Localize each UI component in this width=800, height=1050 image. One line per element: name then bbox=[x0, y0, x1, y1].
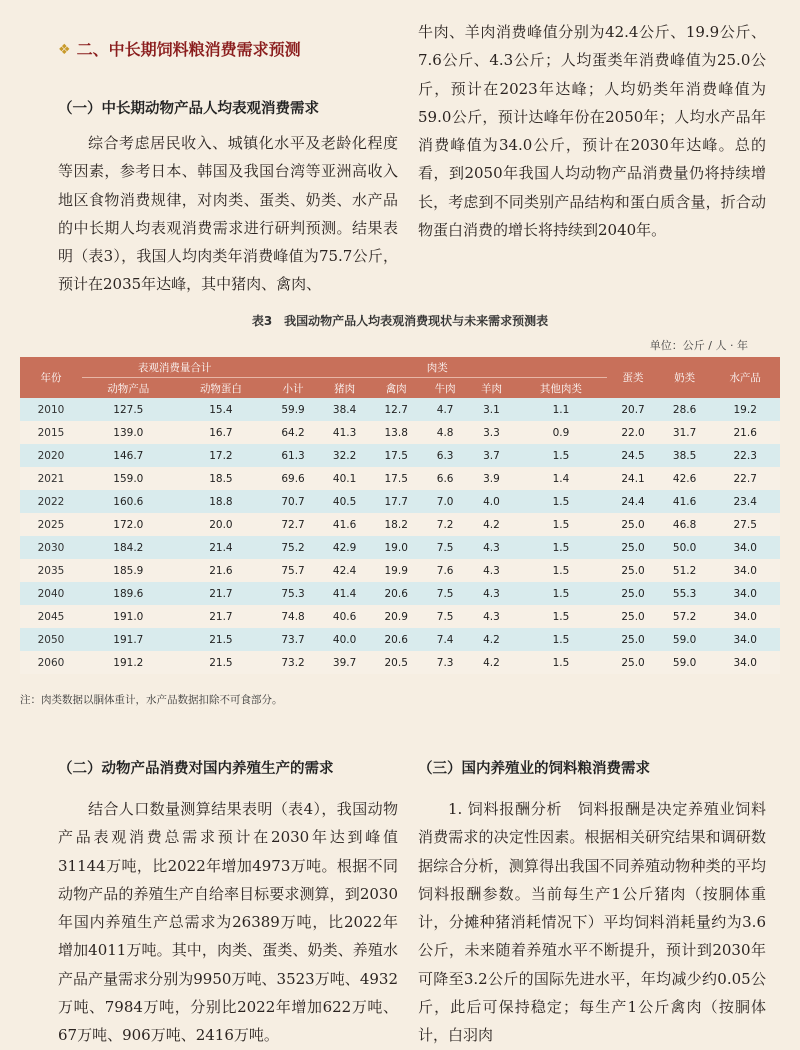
col-animal-products: 动物产品 bbox=[82, 378, 175, 399]
subsection-3-title: （三）国内养殖业的饲料粮消费需求 bbox=[418, 761, 650, 777]
table-cell: 73.2 bbox=[267, 651, 319, 674]
table-cell: 40.5 bbox=[319, 490, 371, 513]
table-cell: 4.3 bbox=[468, 559, 514, 582]
table-row bbox=[20, 536, 780, 559]
table-cell: 42.9 bbox=[319, 536, 371, 559]
table-cell: 4.3 bbox=[468, 582, 514, 605]
col-group-meat: 肉类 bbox=[267, 357, 607, 378]
table-cell: 50.0 bbox=[659, 536, 711, 559]
table-cell: 57.2 bbox=[659, 605, 711, 628]
table-cell: 34.0 bbox=[710, 536, 780, 559]
table-title: 表3 我国动物产品人均表观消费现状与未来需求预测表 bbox=[251, 314, 549, 328]
col-beef: 牛肉 bbox=[422, 378, 468, 399]
table-cell: 21.5 bbox=[175, 628, 268, 651]
table-cell: 7.3 bbox=[422, 651, 468, 674]
table-cell: 3.7 bbox=[468, 444, 514, 467]
subsection-1-continuation: 牛肉、羊肉消费峰值分别为42.4公斤、19.9公斤、7.6公斤、4.3公斤；人均蛋类年消费峰值为25.0公斤，预计在2023年达峰；人均奶类年消费峰值为59.0公斤，预计达峰年份在2050年；人均水产品年消费峰值为34.0公斤，预计在2030年达峰。总的看，到2050年我国人均动物产品消费量仍将持续增长，考虑到不同类别产品结构和蛋白质含量，折合动物蛋白消费的增长将持续到2040年。 bbox=[418, 23, 766, 240]
table-row bbox=[20, 582, 780, 605]
table-cell: 17.2 bbox=[175, 444, 268, 467]
table-cell: 21.7 bbox=[175, 582, 268, 605]
table-cell: 12.7 bbox=[370, 398, 422, 421]
subsection-1-title: （一）中长期动物产品人均表观消费需求 bbox=[58, 101, 319, 117]
table-cell: 51.2 bbox=[659, 559, 711, 582]
table-cell: 7.6 bbox=[422, 559, 468, 582]
table-cell: 0.9 bbox=[515, 421, 608, 444]
table-cell: 20.5 bbox=[370, 651, 422, 674]
col-animal-protein: 动物蛋白 bbox=[175, 378, 268, 399]
table-cell: 1.5 bbox=[515, 536, 608, 559]
table-cell: 7.0 bbox=[422, 490, 468, 513]
table-cell: 21.7 bbox=[175, 605, 268, 628]
table-cell: 4.3 bbox=[468, 536, 514, 559]
table-cell: 19.9 bbox=[370, 559, 422, 582]
table-cell: 2030 bbox=[20, 536, 82, 559]
left-column-bottom bbox=[58, 757, 398, 1050]
col-mutton: 羊肉 bbox=[468, 378, 514, 399]
table-cell: 55.3 bbox=[659, 582, 711, 605]
table-cell: 7.5 bbox=[422, 605, 468, 628]
table-cell: 1.5 bbox=[515, 651, 608, 674]
table-cell: 7.4 bbox=[422, 628, 468, 651]
table-cell: 42.4 bbox=[319, 559, 371, 582]
table-cell: 191.7 bbox=[82, 628, 175, 651]
table-cell: 1.5 bbox=[515, 582, 608, 605]
diamond-icon: ❖ bbox=[58, 42, 71, 58]
col-other-meat: 其他肉类 bbox=[515, 378, 608, 399]
table-unit: 单位：公斤 / 人 · 年 bbox=[649, 339, 748, 352]
table-cell: 185.9 bbox=[82, 559, 175, 582]
table-cell: 4.7 bbox=[422, 398, 468, 421]
table-cell: 16.7 bbox=[175, 421, 268, 444]
table-cell: 21.6 bbox=[175, 559, 268, 582]
table-cell: 24.5 bbox=[607, 444, 659, 467]
subsection-3-paragraph: 1. 饲料报酬分析 饲料报酬是决定养殖业饲料消费需求的决定性因素。根据相关研究结果和调研数据综合分析，测算得出我国不同养殖动物种类的平均饲料报酬参数。当前每生产1公斤猪肉（按胴体重计，分摊种猪消耗情况下）平均饲料消耗量约为3.6公斤，未来随着养殖水平不断提升，预计到2030年可降至3.2公斤的国际先进水平，年均减少约0.05公斤，此后可保持稳定；每生产1公斤禽肉（按胴体计，白羽肉 bbox=[418, 800, 766, 1045]
table-cell: 127.5 bbox=[82, 398, 175, 421]
table-cell: 64.2 bbox=[267, 421, 319, 444]
table-cell: 40.6 bbox=[319, 605, 371, 628]
table-cell: 25.0 bbox=[607, 559, 659, 582]
table-cell: 4.2 bbox=[468, 651, 514, 674]
table-cell: 70.7 bbox=[267, 490, 319, 513]
table-cell: 19.0 bbox=[370, 536, 422, 559]
table-cell: 59.9 bbox=[267, 398, 319, 421]
table-cell: 41.4 bbox=[319, 582, 371, 605]
table-cell: 21.5 bbox=[175, 651, 268, 674]
table-cell: 40.1 bbox=[319, 467, 371, 490]
table-row bbox=[20, 421, 780, 444]
table-cell: 2060 bbox=[20, 651, 82, 674]
table-row bbox=[20, 513, 780, 536]
table-row bbox=[20, 628, 780, 651]
table-cell: 139.0 bbox=[82, 421, 175, 444]
table-cell: 22.3 bbox=[710, 444, 780, 467]
col-poultry: 禽肉 bbox=[370, 378, 422, 399]
table-cell: 74.8 bbox=[267, 605, 319, 628]
table-cell: 41.3 bbox=[319, 421, 371, 444]
table-cell: 4.8 bbox=[422, 421, 468, 444]
table-cell: 2021 bbox=[20, 467, 82, 490]
table-row bbox=[20, 398, 780, 421]
table-cell: 2025 bbox=[20, 513, 82, 536]
table-cell: 28.6 bbox=[659, 398, 711, 421]
table-cell: 25.0 bbox=[607, 651, 659, 674]
table-cell: 17.7 bbox=[370, 490, 422, 513]
table-cell: 146.7 bbox=[82, 444, 175, 467]
table-cell: 189.6 bbox=[82, 582, 175, 605]
table-cell: 34.0 bbox=[710, 651, 780, 674]
table-cell: 20.7 bbox=[607, 398, 659, 421]
table-cell: 160.6 bbox=[82, 490, 175, 513]
table-note: 注：肉类数据以胴体重计，水产品数据扣除不可食部分。 bbox=[20, 694, 283, 706]
table-cell: 2015 bbox=[20, 421, 82, 444]
table-cell: 31.7 bbox=[659, 421, 711, 444]
table-cell: 75.3 bbox=[267, 582, 319, 605]
table-cell: 21.6 bbox=[710, 421, 780, 444]
table-cell: 2050 bbox=[20, 628, 82, 651]
table-cell: 2035 bbox=[20, 559, 82, 582]
right-column-top bbox=[418, 18, 766, 244]
table-cell: 1.5 bbox=[515, 444, 608, 467]
table-row bbox=[20, 559, 780, 582]
col-aquatic: 水产品 bbox=[710, 357, 780, 398]
table-cell: 75.2 bbox=[267, 536, 319, 559]
right-column-bottom bbox=[418, 757, 766, 1050]
subsection-2-title: （二）动物产品消费对国内养殖生产的需求 bbox=[58, 761, 334, 777]
table-cell: 24.4 bbox=[607, 490, 659, 513]
table-cell: 2020 bbox=[20, 444, 82, 467]
table-row bbox=[20, 605, 780, 628]
table-cell: 6.3 bbox=[422, 444, 468, 467]
table-cell: 7.5 bbox=[422, 582, 468, 605]
subsection-2-paragraph: 结合人口数量测算结果表明（表4），我国动物产品表观消费总需求预计在2030年达到峰值31144万吨，比2022年增加4973万吨。根据不同动物产品的养殖生产自给率目标要求测算，到2030年国内养殖生产总需求为26389万吨，比2022年增加4011万吨。其中，肉类、蛋类、奶类、养殖水产品产量需求分别为9950万吨、3523万吨、4932万吨、7984万吨，分别比2022年增加622万吨、67万吨、906万吨、2416万吨。 bbox=[58, 800, 398, 1045]
table-cell: 59.0 bbox=[659, 628, 711, 651]
table-cell: 1.5 bbox=[515, 490, 608, 513]
table-cell: 20.6 bbox=[370, 628, 422, 651]
table-cell: 27.5 bbox=[710, 513, 780, 536]
table-row bbox=[20, 444, 780, 467]
table-cell: 7.5 bbox=[422, 536, 468, 559]
table-cell: 24.1 bbox=[607, 467, 659, 490]
table-cell: 18.5 bbox=[175, 467, 268, 490]
table-cell: 34.0 bbox=[710, 605, 780, 628]
forecast-table bbox=[20, 357, 780, 674]
table-cell: 1.4 bbox=[515, 467, 608, 490]
table-cell: 38.4 bbox=[319, 398, 371, 421]
table-cell: 1.5 bbox=[515, 628, 608, 651]
table-cell: 2040 bbox=[20, 582, 82, 605]
table-cell: 1.5 bbox=[515, 513, 608, 536]
table-cell: 191.0 bbox=[82, 605, 175, 628]
table-cell: 38.5 bbox=[659, 444, 711, 467]
table-cell: 22.0 bbox=[607, 421, 659, 444]
col-year: 年份 bbox=[20, 357, 82, 398]
table-row bbox=[20, 490, 780, 513]
table-row bbox=[20, 651, 780, 674]
table-cell: 7.2 bbox=[422, 513, 468, 536]
table-cell: 1.5 bbox=[515, 559, 608, 582]
table-cell: 2022 bbox=[20, 490, 82, 513]
section-title: ❖ 二、中长期饲料粮消费需求预测 bbox=[58, 38, 398, 62]
table-cell: 2045 bbox=[20, 605, 82, 628]
table-cell: 25.0 bbox=[607, 605, 659, 628]
table-cell: 15.4 bbox=[175, 398, 268, 421]
table-cell: 18.2 bbox=[370, 513, 422, 536]
table-cell: 34.0 bbox=[710, 628, 780, 651]
table-cell: 40.0 bbox=[319, 628, 371, 651]
table-cell: 6.6 bbox=[422, 467, 468, 490]
table-cell: 172.0 bbox=[82, 513, 175, 536]
subsection-1-paragraph: 综合考虑居民收入、城镇化水平及老龄化程度等因素，参考日本、韩国及我国台湾等亚洲高收入地区食物消费规律，对肉类、蛋类、奶类、水产品的中长期人均表观消费需求进行研判预测。结果表明（表3），我国人均肉类年消费峰值为75.7公斤，预计在2035年达峰，其中猪肉、禽肉、 bbox=[58, 134, 398, 294]
table-cell: 25.0 bbox=[607, 513, 659, 536]
table-cell: 18.8 bbox=[175, 490, 268, 513]
table-body bbox=[20, 398, 780, 674]
table-cell: 61.3 bbox=[267, 444, 319, 467]
table-cell: 34.0 bbox=[710, 559, 780, 582]
col-eggs: 蛋类 bbox=[607, 357, 659, 398]
table-cell: 22.7 bbox=[710, 467, 780, 490]
table-cell: 39.7 bbox=[319, 651, 371, 674]
table-cell: 73.7 bbox=[267, 628, 319, 651]
table-cell: 3.1 bbox=[468, 398, 514, 421]
table-cell: 59.0 bbox=[659, 651, 711, 674]
table-cell: 2010 bbox=[20, 398, 82, 421]
col-subtotal: 小计 bbox=[267, 378, 319, 399]
table-cell: 17.5 bbox=[370, 467, 422, 490]
table-cell: 4.2 bbox=[468, 628, 514, 651]
col-pork: 猪肉 bbox=[319, 378, 371, 399]
table-cell: 1.1 bbox=[515, 398, 608, 421]
table-cell: 4.3 bbox=[468, 605, 514, 628]
table-cell: 4.0 bbox=[468, 490, 514, 513]
table-cell: 41.6 bbox=[319, 513, 371, 536]
table-cell: 3.3 bbox=[468, 421, 514, 444]
table-cell: 25.0 bbox=[607, 536, 659, 559]
table-cell: 32.2 bbox=[319, 444, 371, 467]
table-cell: 25.0 bbox=[607, 628, 659, 651]
table-cell: 191.2 bbox=[82, 651, 175, 674]
table-cell: 75.7 bbox=[267, 559, 319, 582]
col-milk: 奶类 bbox=[659, 357, 711, 398]
table-cell: 20.6 bbox=[370, 582, 422, 605]
table-cell: 34.0 bbox=[710, 582, 780, 605]
table-cell: 25.0 bbox=[607, 582, 659, 605]
table-cell: 4.2 bbox=[468, 513, 514, 536]
table-cell: 69.6 bbox=[267, 467, 319, 490]
table-cell: 21.4 bbox=[175, 536, 268, 559]
table-row bbox=[20, 467, 780, 490]
table-cell: 23.4 bbox=[710, 490, 780, 513]
table-cell: 17.5 bbox=[370, 444, 422, 467]
table-cell: 41.6 bbox=[659, 490, 711, 513]
table-cell: 46.8 bbox=[659, 513, 711, 536]
table-cell: 20.0 bbox=[175, 513, 268, 536]
table-cell: 20.9 bbox=[370, 605, 422, 628]
table-cell: 3.9 bbox=[468, 467, 514, 490]
table-cell: 42.6 bbox=[659, 467, 711, 490]
table-cell: 159.0 bbox=[82, 467, 175, 490]
table-cell: 1.5 bbox=[515, 605, 608, 628]
table-cell: 19.2 bbox=[710, 398, 780, 421]
table-cell: 13.8 bbox=[370, 421, 422, 444]
left-column-top bbox=[58, 38, 398, 299]
col-group-total: 表观消费量合计 bbox=[82, 357, 267, 378]
table-cell: 184.2 bbox=[82, 536, 175, 559]
table-cell: 72.7 bbox=[267, 513, 319, 536]
